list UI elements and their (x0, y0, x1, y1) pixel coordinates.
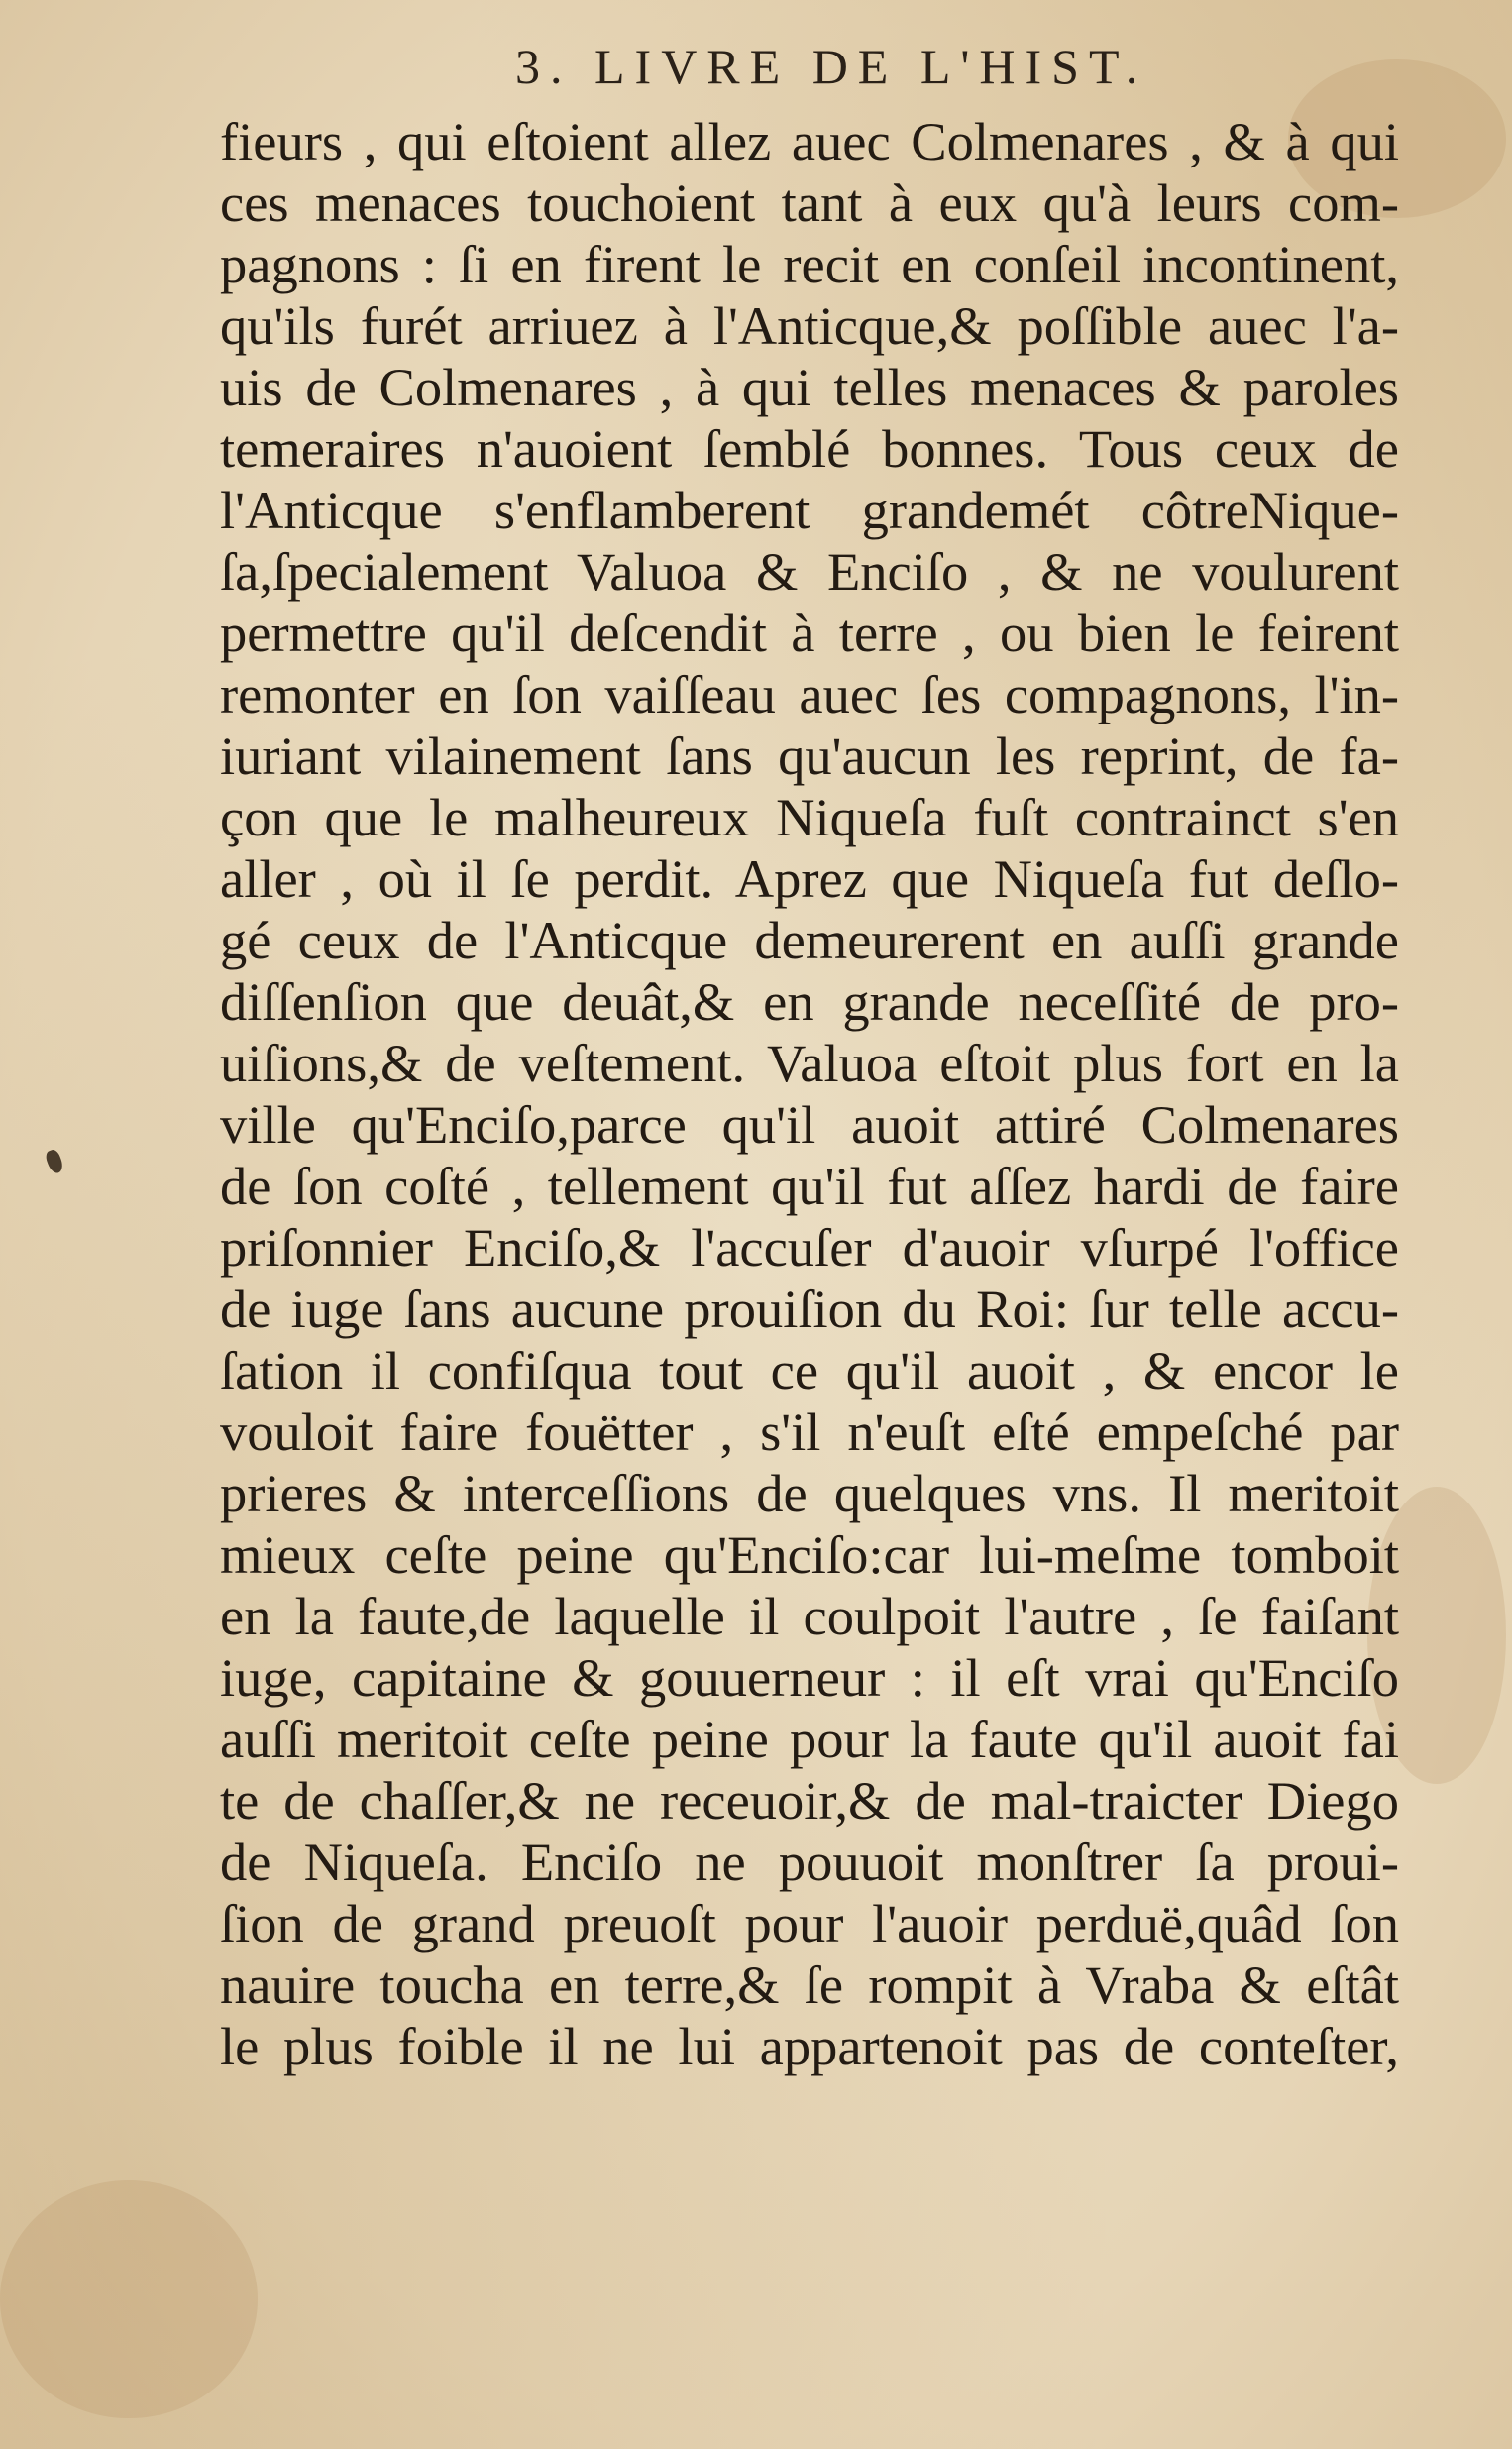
text-line: iuriant vilainement ſans qu'aucun les reprint, de fa- (220, 725, 1399, 786)
text-line: nauire toucha en terre,& ſe rompit à Vraba & eſtât (220, 1954, 1399, 2015)
text-line: en la faute,de laquelle il coulpoit l'autre , ſe faiſant (220, 1586, 1399, 1646)
text-line: iuge, capitaine & gouuerneur : il eſt vrai qu'Enciſo (220, 1647, 1399, 1708)
text-line: prieres & interceſſions de quelques vns. Il meritoit (220, 1463, 1399, 1523)
text-line: diſſenſion que deuât,& en grande neceſſité de pro- (220, 971, 1399, 1032)
text-line: çon que le malheureux Niqueſa fuſt contrainct s'en (220, 787, 1399, 847)
text-line: aller , où il ſe perdit. Aprez que Niqueſa fut deſlo- (220, 848, 1399, 909)
text-line: priſonnier Enciſo,& l'accuſer d'auoir vſurpé l'office (220, 1217, 1399, 1278)
text-line: permettre qu'il deſcendit à terre , ou bien le feirent (220, 603, 1399, 663)
text-line: ſa,ſpecialement Valuoa & Enciſo , & ne voulurent (220, 541, 1399, 602)
text-line: uiſions,& de veſtement. Valuoa eſtoit plus fort en la (220, 1033, 1399, 1093)
text-line: l'Anticque s'enflamberent grandemét côtreNique- (220, 480, 1399, 540)
text-line: ſion de grand preuoſt pour l'auoir perduë,quâd ſon (220, 1893, 1399, 1953)
text-line: ville qu'Enciſo,parce qu'il auoit attiré Colmenares (220, 1094, 1399, 1155)
running-head: 3. LIVRE DE L'HIST. (515, 39, 1148, 94)
text-line: uis de Colmenares , à qui telles menaces & paroles (220, 357, 1399, 417)
text-line: fieurs , qui eſtoient allez auec Colmenares , & à qui (220, 111, 1399, 171)
text-line: mieux ceſte peine qu'Enciſo:car lui-meſme tomboit (220, 1524, 1399, 1585)
text-line: gé ceux de l'Anticque demeurerent en auſſi grande (220, 910, 1399, 970)
text-line: qu'ils furét arriuez à l'Anticque,& poſſible auec l'a- (220, 295, 1399, 356)
text-line: ſation il confiſqua tout ce qu'il auoit , & encor le (220, 1340, 1399, 1400)
text-line: de iuge ſans aucune prouiſion du Roi: ſur telle accu- (220, 1279, 1399, 1339)
text-line: ces menaces touchoient tant à eux qu'à leurs com- (220, 172, 1399, 233)
text-line: auſſi meritoit ceſte peine pour la faute qu'il auoit fai (220, 1709, 1399, 1769)
text-line: vouloit faire fouëtter , s'il n'euſt eſté empeſché par (220, 1401, 1399, 1462)
paper-stain (0, 2180, 258, 2418)
ink-blot (44, 1148, 64, 1174)
text-line: le plus foible il ne lui appartenoit pas de conteſter, (220, 2016, 1399, 2076)
text-line: pagnons : ſi en firent le recit en conſeil incontinent, (220, 234, 1399, 294)
body-text (220, 111, 1409, 2077)
text-line: te de chaſſer,& ne receuoir,& de mal-traicter Diego (220, 1770, 1399, 1831)
text-line: de Niqueſa. Enciſo ne pouuoit monſtrer ſa proui- (220, 1832, 1399, 1892)
text-line: de ſon coſté , tellement qu'il fut aſſez hardi de faire (220, 1156, 1399, 1216)
text-line: temeraires n'auoient ſemblé bonnes. Tous ceux de (220, 418, 1399, 479)
text-line: remonter en ſon vaiſſeau auec ſes compagnons, l'in- (220, 664, 1399, 724)
